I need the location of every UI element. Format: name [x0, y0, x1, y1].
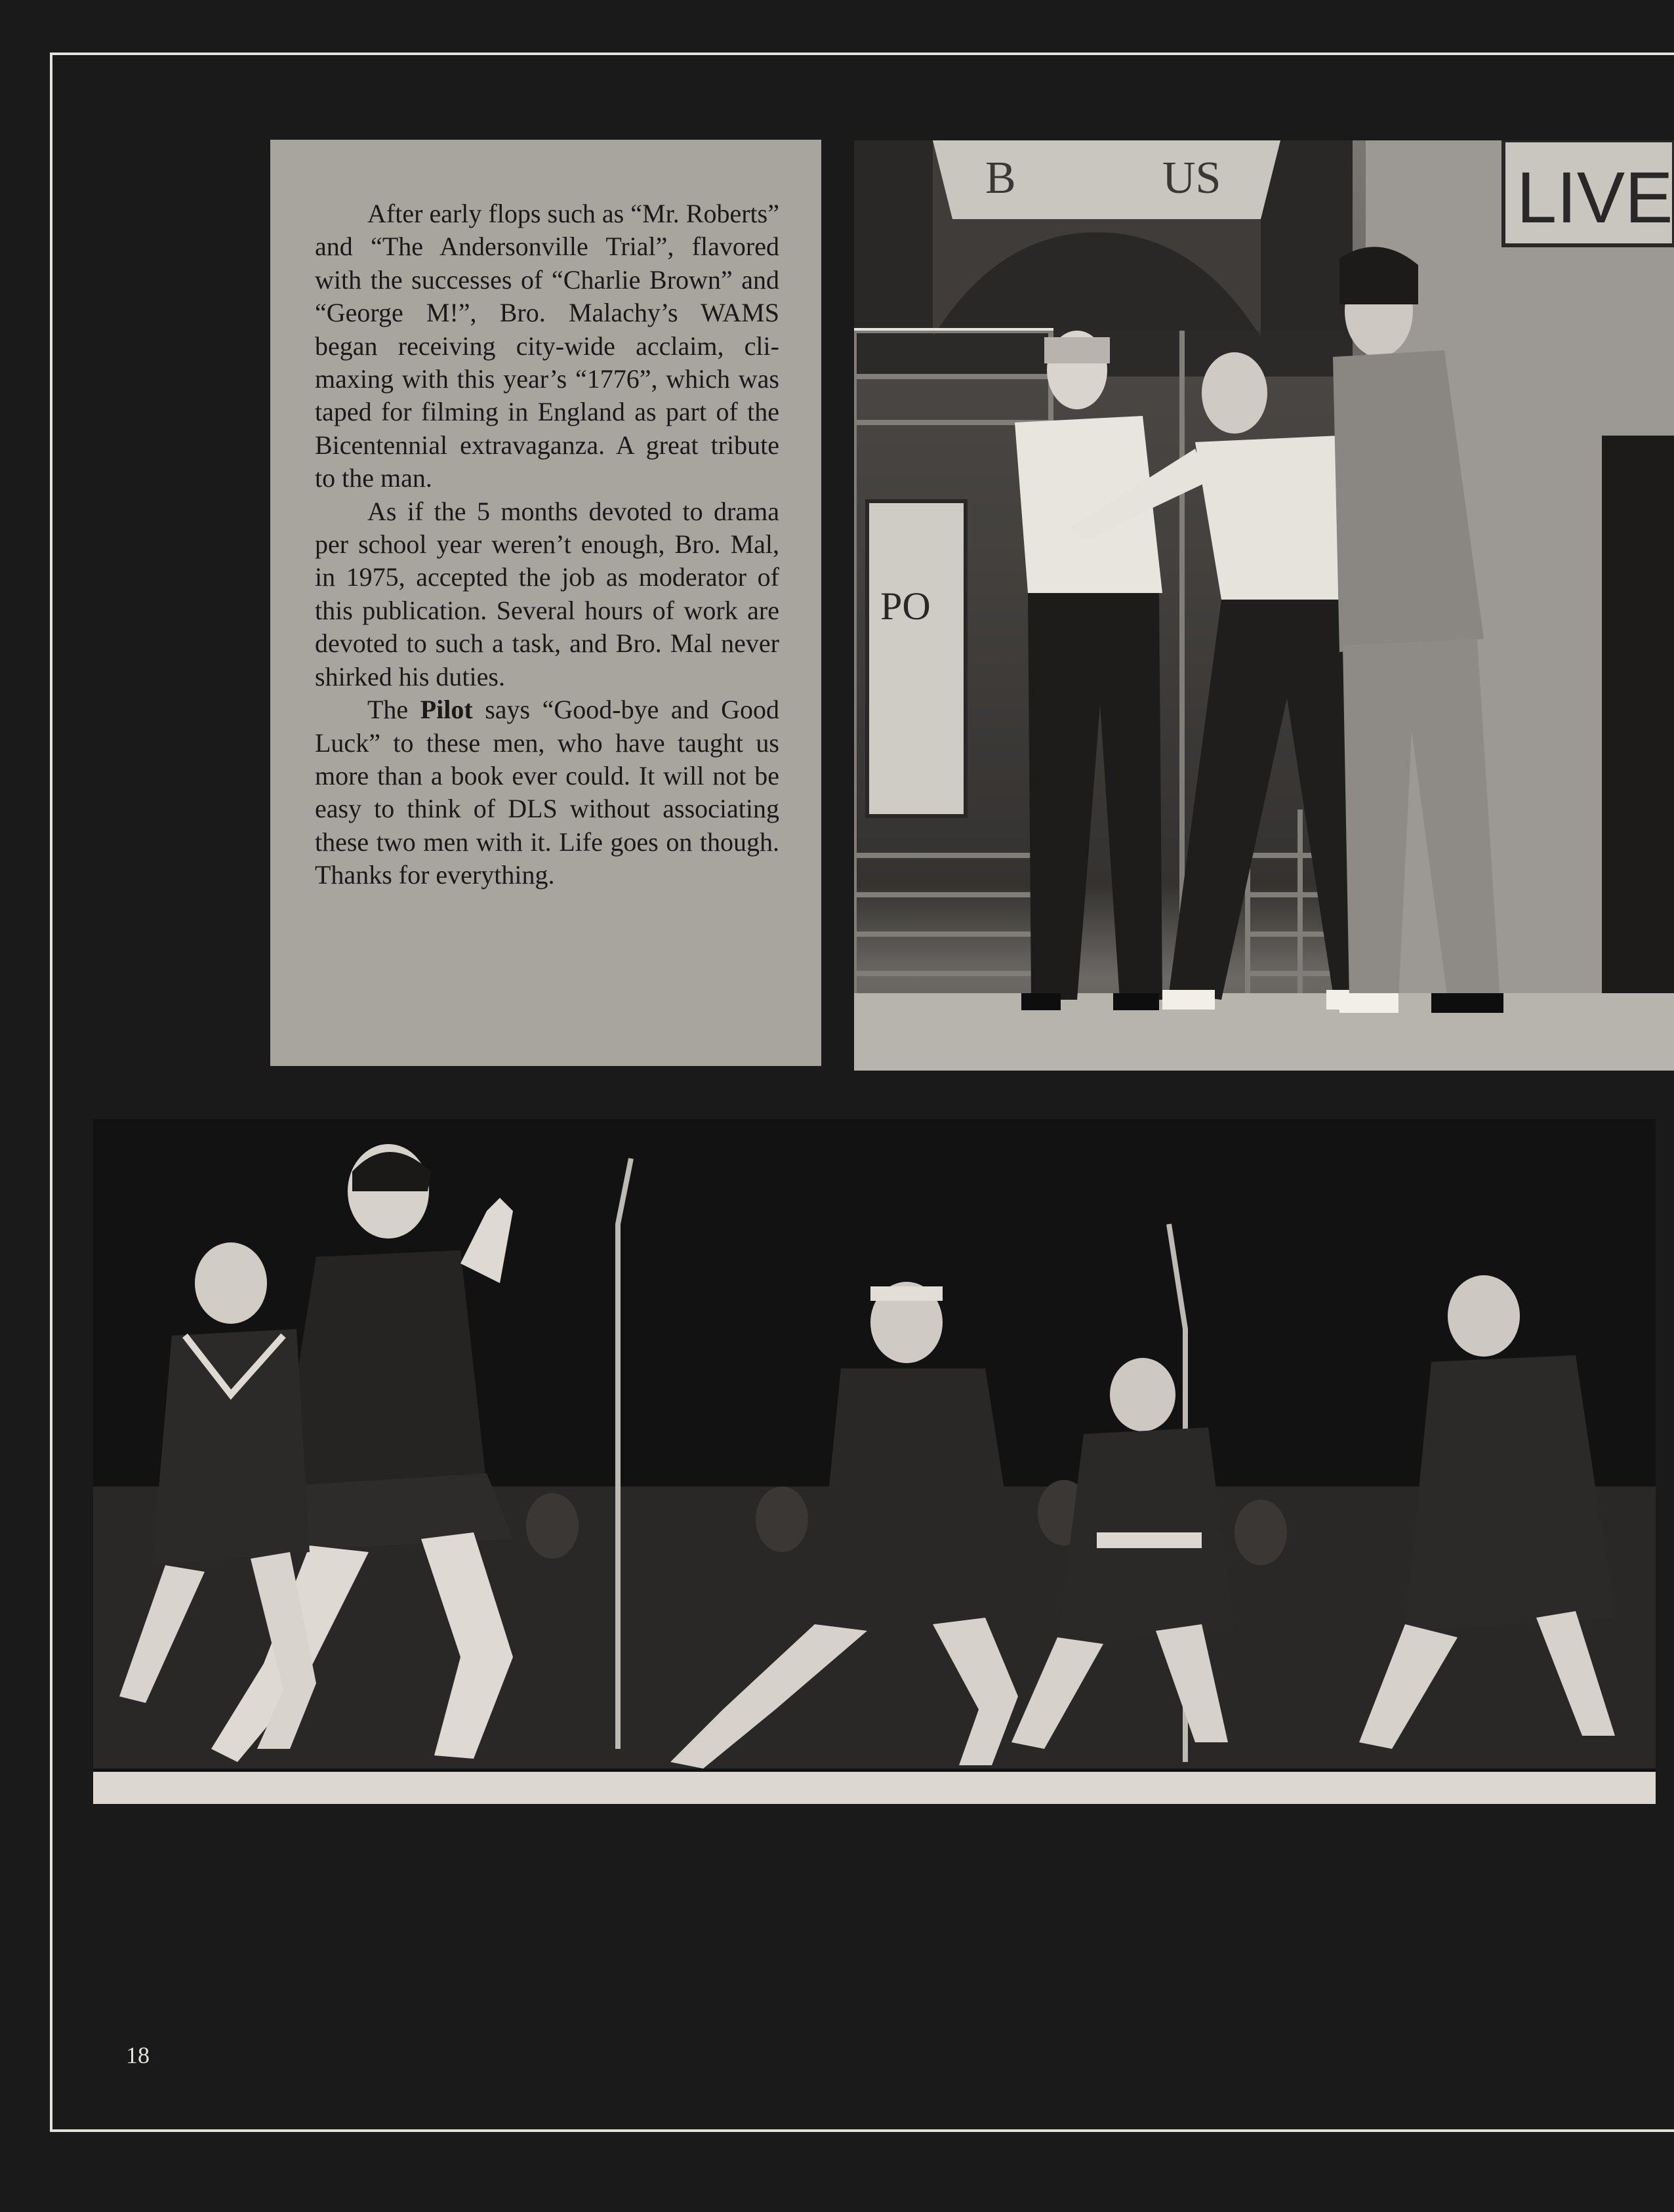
dance-number-photo — [93, 1119, 1656, 1804]
stage-scene-photo — [854, 140, 1674, 1071]
closing-lead: The — [367, 695, 420, 725]
article-paragraph-1: After early flops such as “Mr. Roberts” and “The Andersonville Trial”, flavored with the successes of “Charlie Brown” and “George M!”, Bro. Malachy’s WAMS began receiving city-wide acclaim, climaxing with this year’s “1776”, which was taped for filming in England as part of the Bicentennial extravaganza. A great tribute to the man. — [315, 199, 779, 493]
dance-scene-illustration — [93, 1119, 1656, 1804]
page-number: 18 — [126, 2042, 150, 2068]
publication-name: Pilot — [420, 695, 473, 725]
arch-sign-letter: B — [985, 153, 1016, 203]
poster-letters: PO — [880, 584, 931, 628]
stage-scene-illustration — [854, 140, 1674, 1071]
live-sign: LIVE — [1517, 157, 1673, 238]
arch-sign-letters: US — [1162, 153, 1221, 203]
article-paragraph-3 — [315, 693, 779, 891]
article-paragraph-2: As if the 5 months devoted to drama per school year weren’t enough, Bro. Mal, in 1975, accepted the job as moderator of this publication. Several hours of work are devoted to such a task, and Bro. Mal never shirked his duties. — [315, 496, 779, 691]
article-text-panel — [270, 140, 821, 1066]
closing-text: says “Good-bye and Good Luck” to these men, who have taught us more than a book ever could. It will not be easy to think of DLS without associating these two men with it. Life goes on though. Thanks for everything. — [315, 695, 779, 890]
